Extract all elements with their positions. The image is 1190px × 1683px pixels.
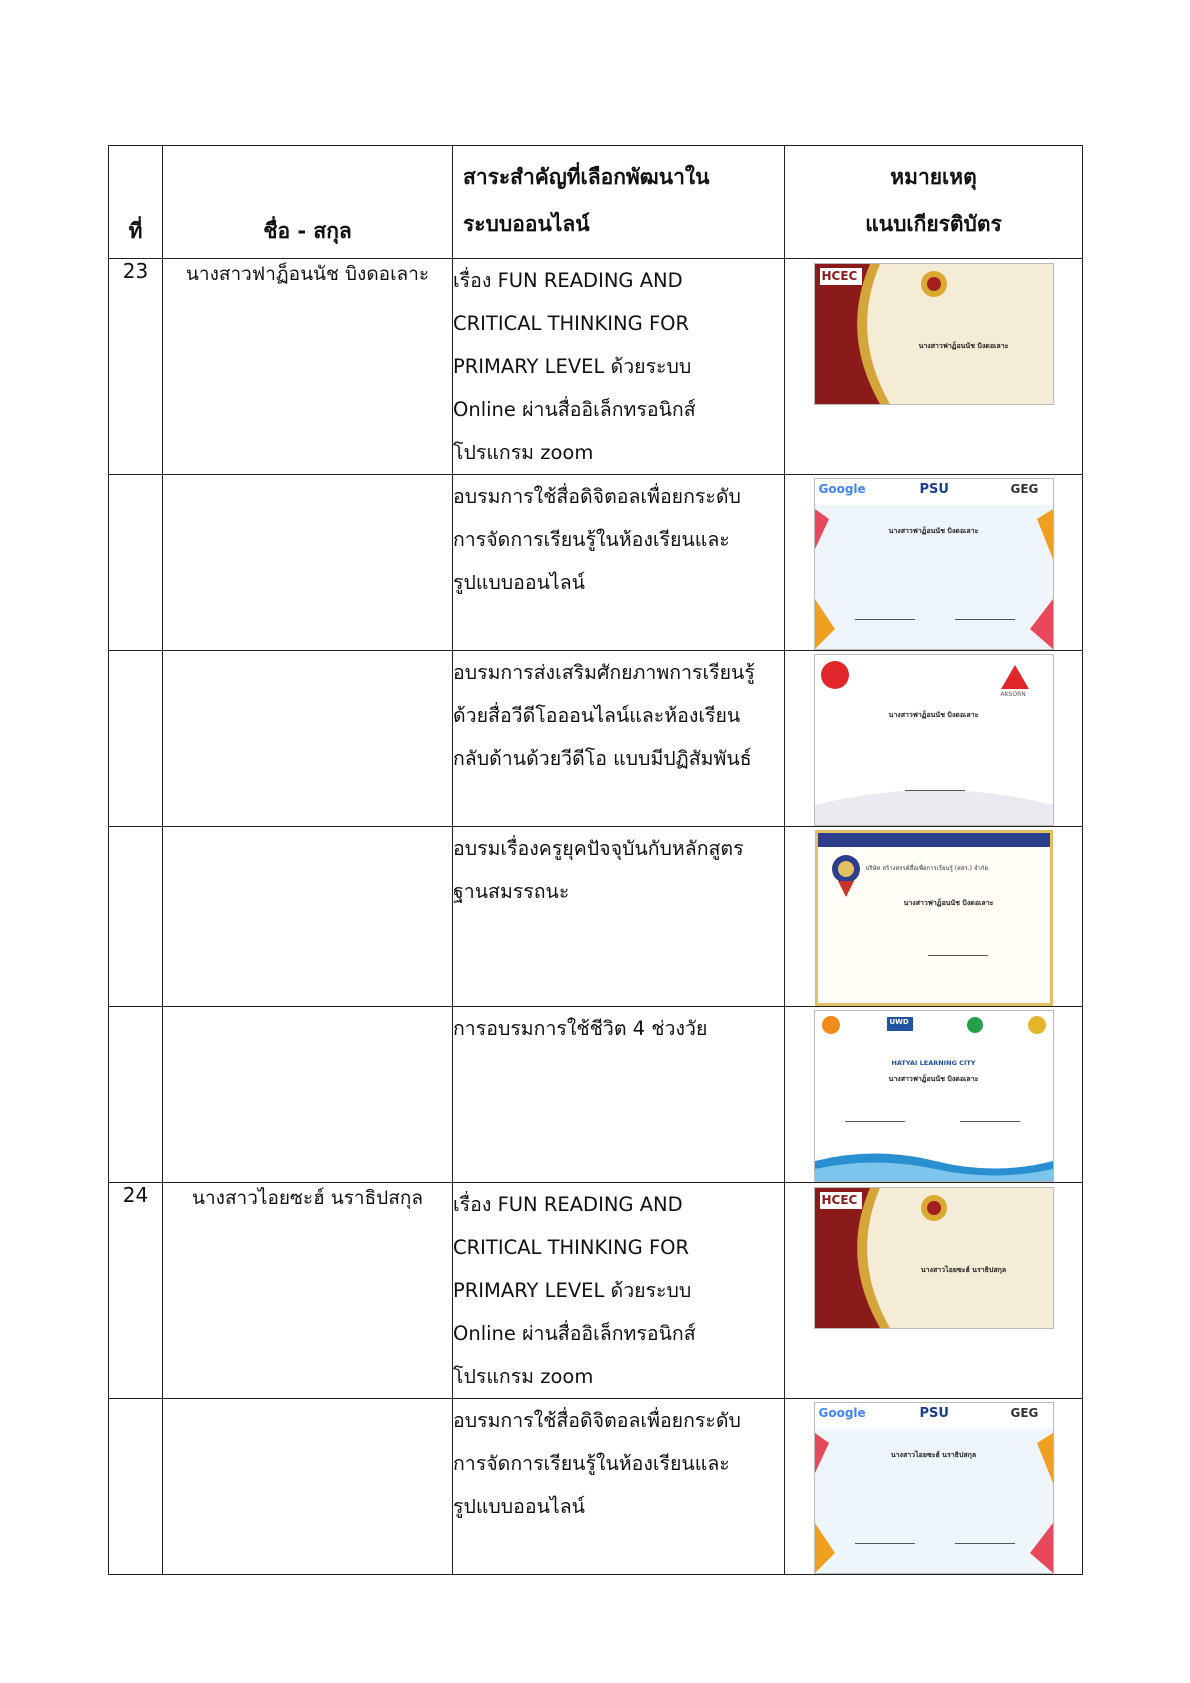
google-logo: Google xyxy=(818,482,866,496)
certificate-recipient: นางสาวฟาฏ็อนนัช บิงดอเลาะ xyxy=(903,899,994,907)
row-certificate xyxy=(785,1007,1083,1183)
row-topic: เรื่อง FUN READING AND CRITICAL THINKING FOR PRIMARY LEVEL ด้วยระบบ Online ผ่านสื่ออิเล็กทรอนิกส์ โปรแกรม zoom xyxy=(453,1183,785,1399)
table-row xyxy=(109,259,1083,475)
signature xyxy=(905,780,965,791)
google-logo: Google xyxy=(818,1406,866,1420)
signature xyxy=(960,1111,1020,1122)
psu-logo: PSU xyxy=(919,1406,949,1421)
geg-logo: GEG xyxy=(1010,482,1039,496)
row-name xyxy=(163,651,453,827)
row-name xyxy=(163,1399,453,1575)
signature xyxy=(955,1533,1015,1544)
row-topic: อบรมการส่งเสริมศักยภาพการเรียนรู้ ด้วยสื่อวีดีโอออนไลน์และห้องเรียน กลับด้านด้วยวีดีโอ แบบมีปฏิสัมพันธ์ xyxy=(453,651,785,827)
row-topic: อบรมการใช้สื่อดิจิตอลเพื่อยกระดับ การจัดการเรียนรู้ในห้องเรียนและ รูปแบบออนไลน์ xyxy=(453,1399,785,1575)
row-number xyxy=(109,1007,163,1183)
row-topic: การอบรมการใช้ชีวิต 4 ช่วงวัย xyxy=(453,1007,785,1183)
header-row xyxy=(109,146,1083,259)
row-name: นางสาวไอยซะฮ์ นราธิปสกุล xyxy=(163,1183,453,1399)
certificate-org: บริษัท สร้างสรรค์สื่อเพื่อการเรียนรู้ (สสร.) จำกัด xyxy=(865,865,989,872)
row-certificate xyxy=(785,1399,1083,1575)
certificate-image xyxy=(814,478,1054,650)
table-row xyxy=(109,1399,1083,1575)
header-topic: สาระสำคัญที่เลือกพัฒนาใน ระบบออนไลน์ xyxy=(453,146,785,259)
table-row xyxy=(109,827,1083,1007)
row-certificate xyxy=(785,827,1083,1007)
certificate-recipient: นางสาวไอยซะฮ์ นราธิปสกุล xyxy=(920,1266,1007,1274)
header-name: ชื่อ - สกุล xyxy=(163,146,453,259)
signature xyxy=(855,609,915,620)
certificate-title: HATYAI LEARNING CITY xyxy=(891,1059,976,1067)
signature xyxy=(855,1533,915,1544)
signature xyxy=(845,1111,905,1122)
uwd-logo: UWD xyxy=(889,1018,909,1026)
certificate-image xyxy=(814,1010,1054,1182)
table-row xyxy=(109,475,1083,651)
header-no: ที่ xyxy=(109,146,163,259)
header-note: หมายเหตุ แนบเกียรติบัตร xyxy=(785,146,1083,259)
certificate-image xyxy=(815,830,1053,1006)
certificate-image xyxy=(814,1402,1054,1574)
row-topic: อบรมเรื่องครูยุคปัจจุบันกับหลักสูตร ฐานสมรรถนะ xyxy=(453,827,785,1007)
signature xyxy=(928,945,988,956)
certificate-recipient: นางสาวฟาฏ็อนนัช บิงดอเลาะ xyxy=(918,342,1009,350)
row-name xyxy=(163,827,453,1007)
row-name xyxy=(163,1007,453,1183)
hcec-logo: HCEC xyxy=(821,269,858,283)
row-number: 23 xyxy=(109,259,163,475)
row-number xyxy=(109,827,163,1007)
psu-logo: PSU xyxy=(919,482,949,497)
row-certificate xyxy=(785,651,1083,827)
certificate-table xyxy=(108,145,1083,1575)
table-row xyxy=(109,1007,1083,1183)
hcec-logo: HCEC xyxy=(821,1193,858,1207)
row-topic: อบรมการใช้สื่อดิจิตอลเพื่อยกระดับ การจัดการเรียนรู้ในห้องเรียนและ รูปแบบออนไลน์ xyxy=(453,475,785,651)
row-certificate xyxy=(785,259,1083,475)
certificate-recipient: นางสาวฟาฏ็อนนัช บิงดอเลาะ xyxy=(888,711,979,719)
certificate-recipient: นางสาวฟาฏ็อนนัช บิงดอเลาะ xyxy=(888,1075,979,1083)
row-number xyxy=(109,475,163,651)
certificate-image xyxy=(814,263,1054,405)
geg-logo: GEG xyxy=(1010,1406,1039,1420)
certificate-image xyxy=(814,654,1054,826)
table-row xyxy=(109,1183,1083,1399)
table-row xyxy=(109,651,1083,827)
row-name xyxy=(163,475,453,651)
certificate-recipient: นางสาวไอยซะฮ์ นราธิปสกุล xyxy=(890,1451,977,1459)
row-certificate xyxy=(785,475,1083,651)
row-topic: เรื่อง FUN READING AND CRITICAL THINKING FOR PRIMARY LEVEL ด้วยระบบ Online ผ่านสื่ออิเล็กทรอนิกส์ โปรแกรม zoom xyxy=(453,259,785,475)
row-certificate xyxy=(785,1183,1083,1399)
row-number xyxy=(109,651,163,827)
row-number xyxy=(109,1399,163,1575)
row-name: นางสาวฟาฏ็อนนัช บิงดอเลาะ xyxy=(163,259,453,475)
aksorn-logo: AKSORN xyxy=(1000,691,1026,698)
certificate-recipient: นางสาวฟาฏ็อนนัช บิงดอเลาะ xyxy=(888,527,979,535)
row-number: 24 xyxy=(109,1183,163,1399)
signature xyxy=(955,609,1015,620)
certificate-image xyxy=(814,1187,1054,1329)
